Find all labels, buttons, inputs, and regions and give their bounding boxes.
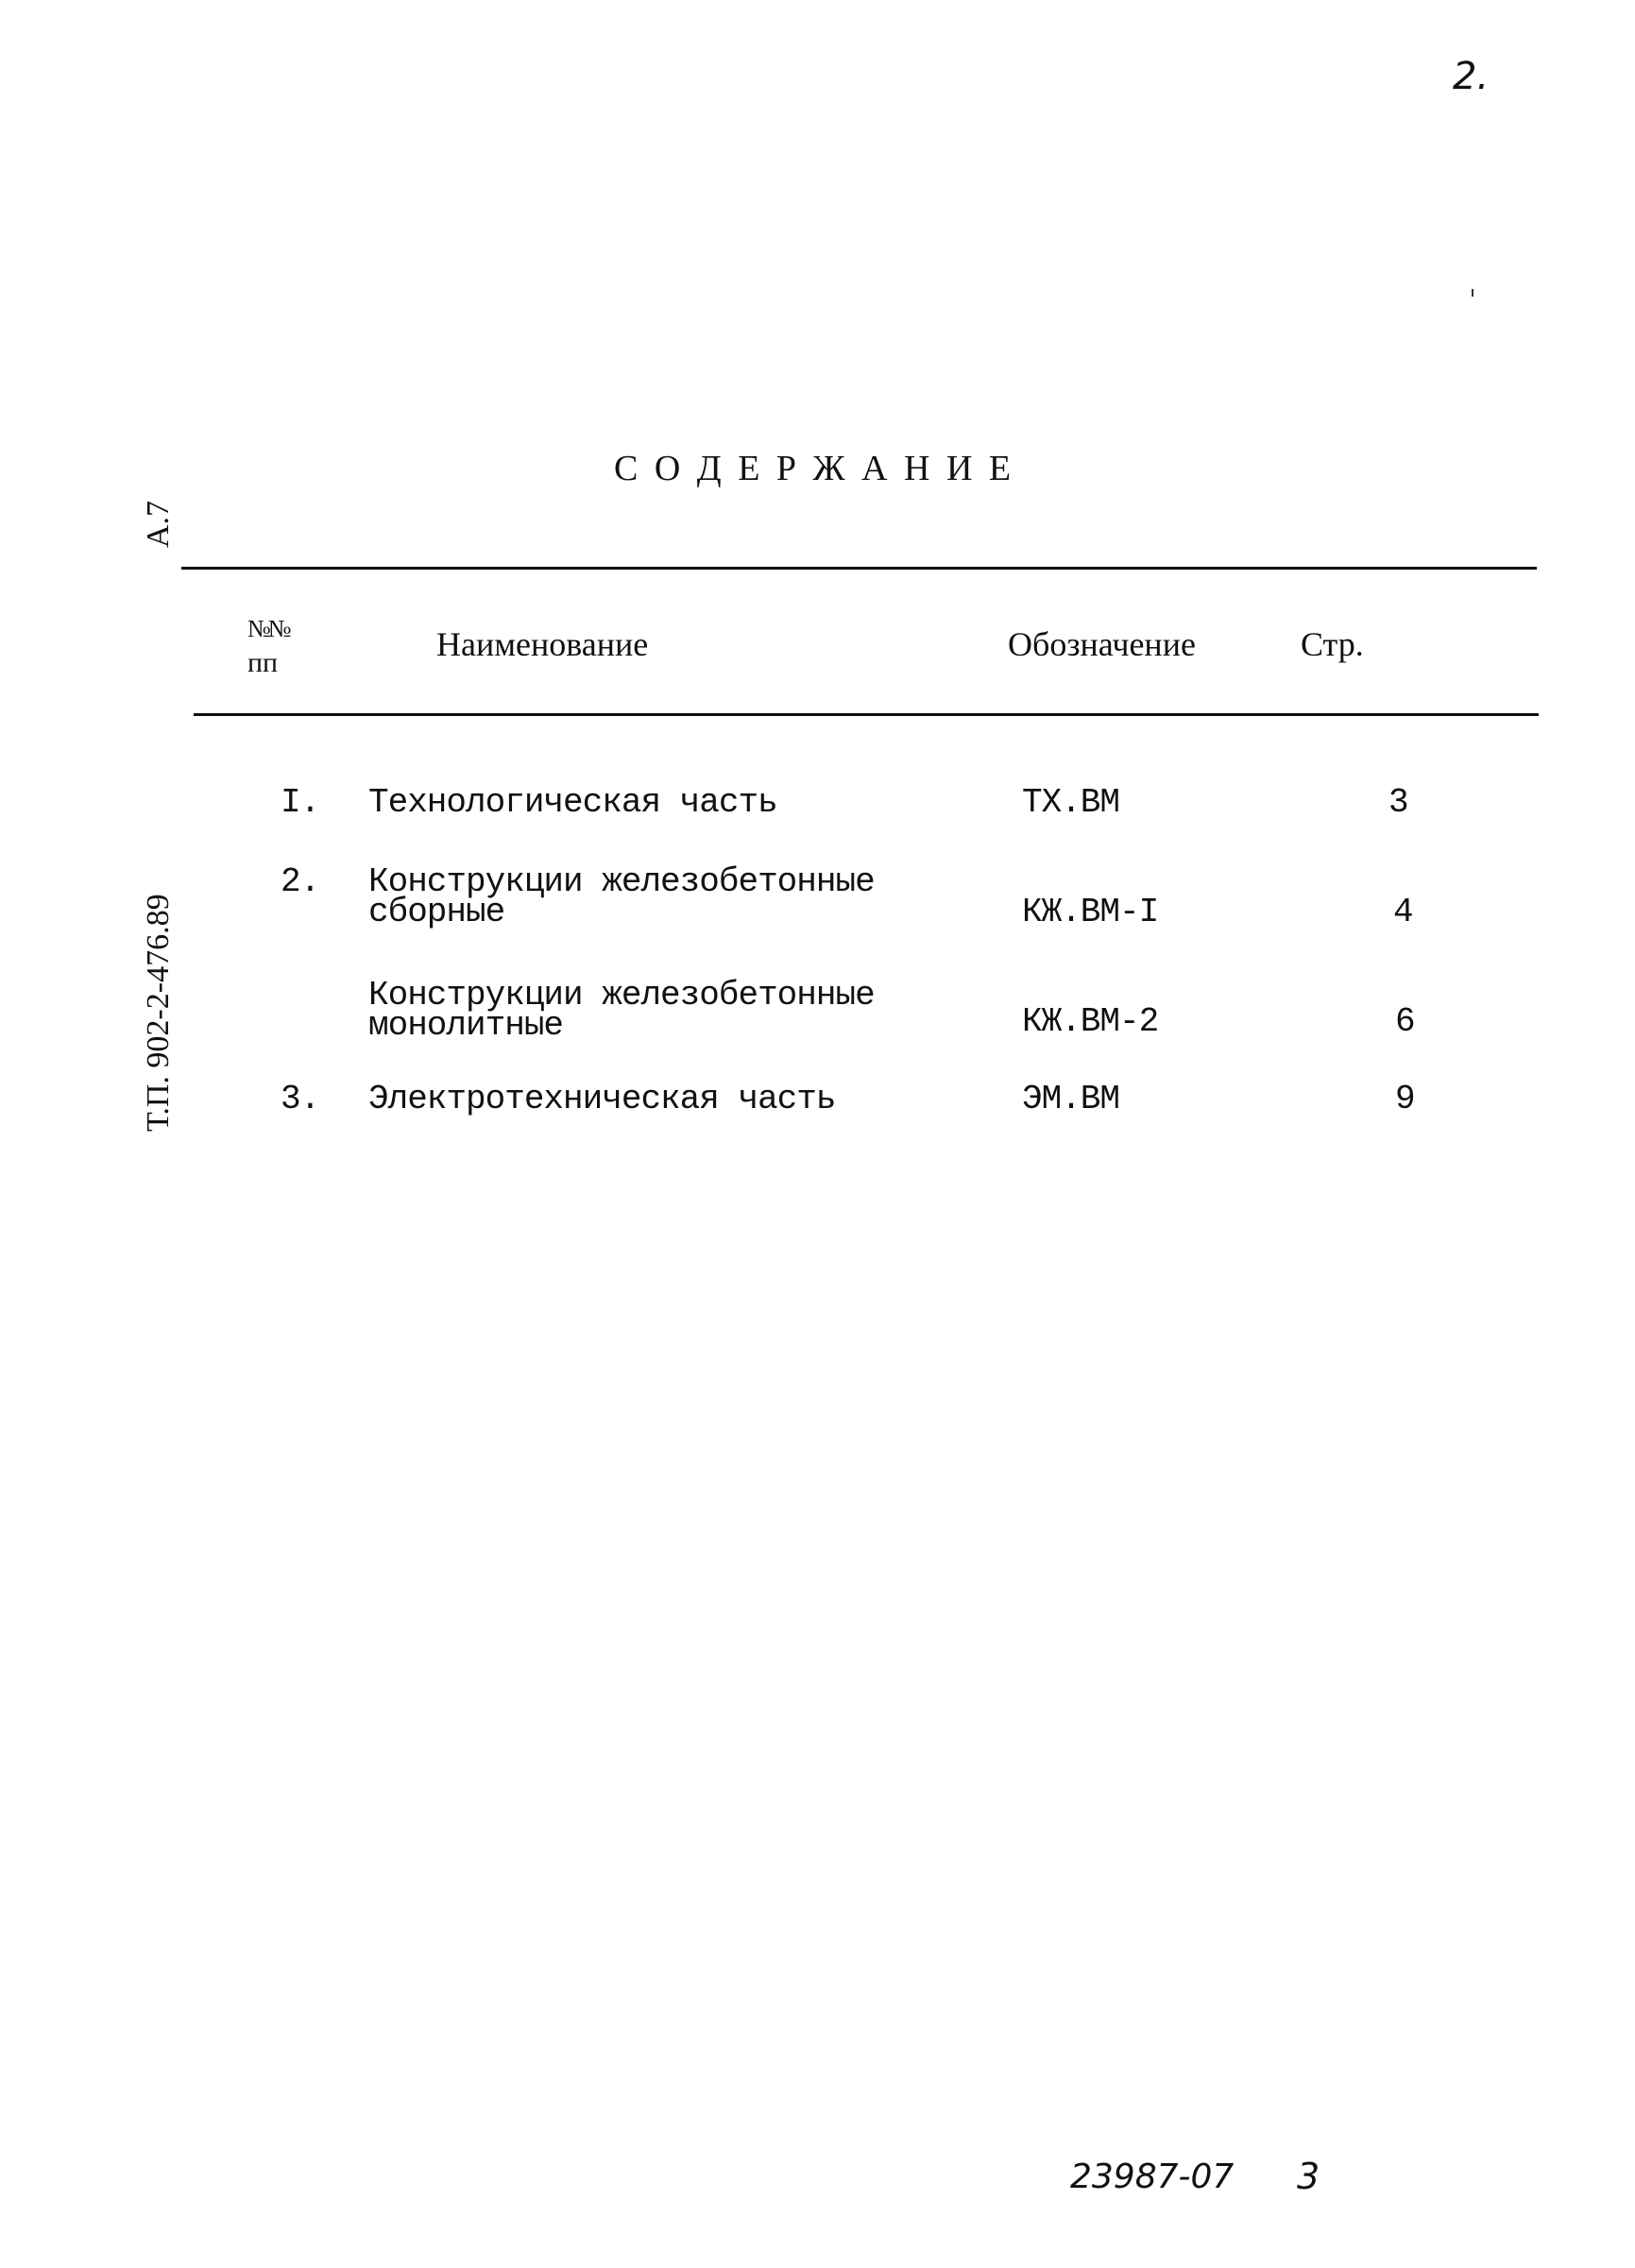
header-num-line2: пп [247, 647, 279, 678]
album-label: А.7 [141, 500, 176, 548]
page-title: С О Д Е Р Ж А Н И Е [614, 449, 1015, 488]
row-page: 4 [1393, 893, 1413, 931]
row-name: Технологическая часть [368, 783, 777, 822]
row-name-line1: Конструкции железобетонные [368, 862, 875, 901]
row-num: 2. [281, 862, 320, 901]
row-designation: КЖ.ВМ-I [1022, 893, 1159, 931]
table-top-rule [181, 567, 1537, 570]
row-page: 6 [1395, 1002, 1415, 1041]
header-num-line1: №№ [247, 615, 289, 642]
row-name-line2: сборные [368, 893, 505, 931]
row-name-line2: монолитные [368, 1006, 564, 1045]
handwritten-inventory-number: 23987-07 [1070, 2157, 1235, 2196]
handwritten-page-number: 2. [1453, 55, 1490, 98]
table-header-bottom-rule [194, 713, 1539, 716]
row-num: I. [281, 783, 320, 822]
row-page: 9 [1395, 1080, 1415, 1118]
row-designation: ЭМ.ВМ [1022, 1080, 1120, 1118]
header-page: Стр. [1301, 625, 1364, 663]
header-designation: Обозначение [1008, 625, 1196, 663]
handwritten-sheet-number: 3 [1297, 2156, 1320, 2197]
scan-speck [1472, 289, 1473, 297]
project-code-label: Т.П. 902-2-476.89 [141, 894, 176, 1132]
row-name: Электротехническая часть [368, 1080, 836, 1118]
row-num: 3. [281, 1080, 320, 1118]
row-name-line1: Конструкции железобетонные [368, 976, 875, 1015]
header-name: Наименование [436, 625, 649, 663]
row-designation: ТХ.ВМ [1022, 783, 1120, 822]
row-designation: КЖ.ВМ-2 [1022, 1002, 1159, 1041]
row-page: 3 [1388, 783, 1408, 822]
